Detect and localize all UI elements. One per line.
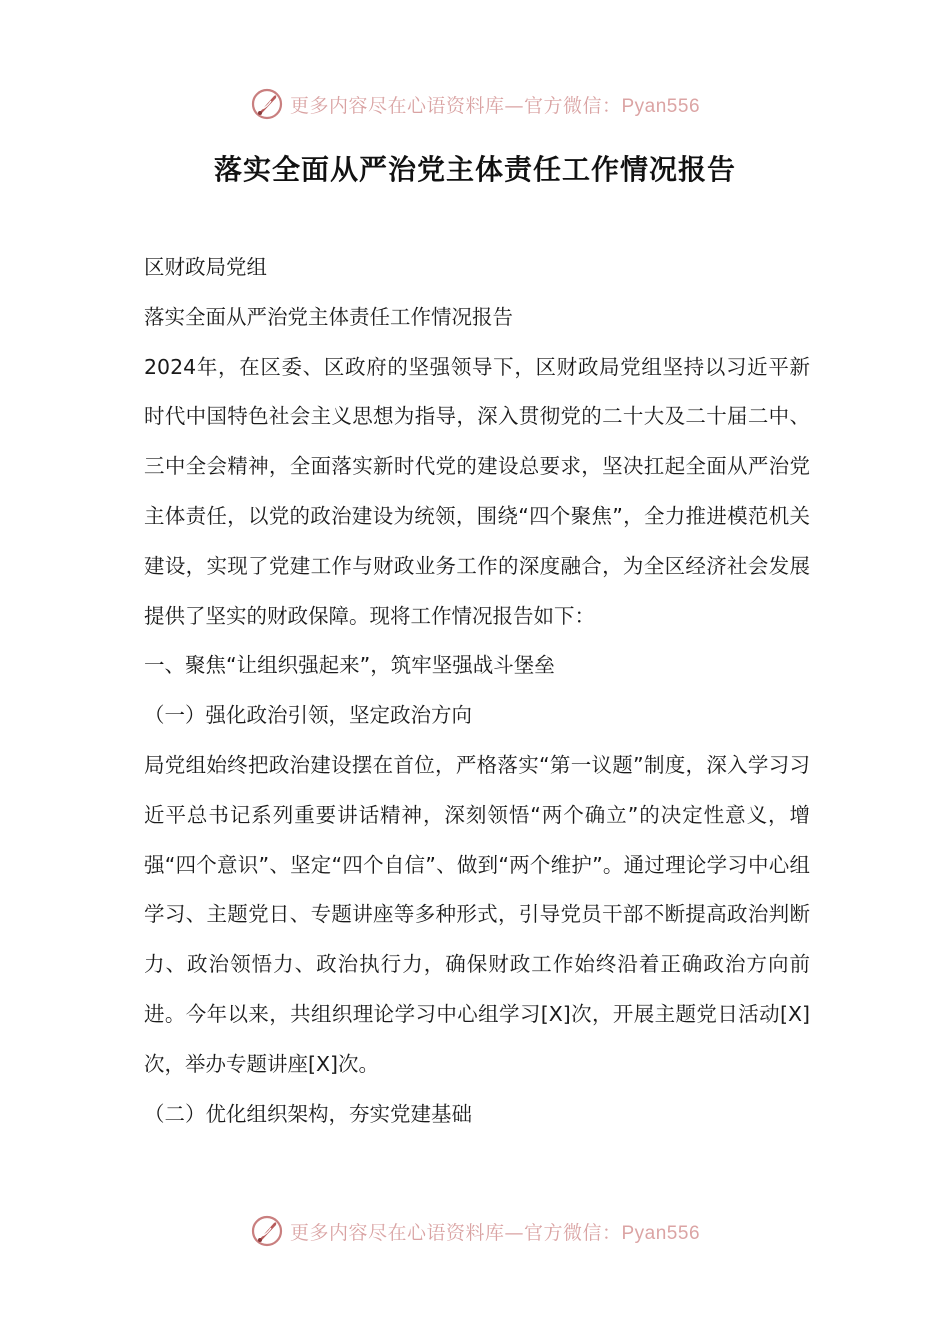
intro-paragraph: 2024年，在区委、区政府的坚强领导下，区财政局党组坚持以习近平新时代中国特色社会主义思想为指导，深入贯彻党的二十大及二十届二中、三中全会精神，全面落实新时代党的建设总要求，坚决扛起全面从严治党主体责任，以党的政治建设为统领，围绕“四个聚焦”，全力推进模范机关建设，实现了党建工作与财政业务工作的深度融合，为全区经济社会发展提供了坚实的财政保障。现将工作情况报告如下： — [144, 354, 810, 628]
quill-logo-icon — [250, 1214, 284, 1248]
section-heading-1: 一、聚焦“让组织强起来”，筑牢坚强战斗堡垒 — [144, 653, 555, 678]
watermark-text: 更多内容尽在心语资料库—官方微信：Pyan556 — [289, 94, 701, 117]
watermark-footer — [0, 1211, 950, 1251]
watermark-wechat-id: Pyan556 — [621, 95, 701, 117]
subsection-heading-2: （二）优化组织架构，夯实党建基础 — [144, 1101, 472, 1126]
quill-logo-icon — [250, 87, 284, 121]
document-body — [144, 243, 810, 1139]
document-title: 落实全面从严治党主体责任工作情况报告 — [213, 153, 736, 186]
report-subtitle: 落实全面从严治党主体责任工作情况报告 — [144, 304, 513, 329]
watermark-text: 更多内容尽在心语资料库—官方微信：Pyan556 — [289, 1221, 701, 1244]
watermark-header — [0, 84, 950, 124]
watermark-wechat-id: Pyan556 — [621, 1222, 701, 1244]
org-name: 区财政局党组 — [144, 255, 267, 279]
subsection-heading-1: （一）强化政治引领，坚定政治方向 — [144, 703, 472, 728]
body-paragraph-1: 局党组始终把政治建设摆在首位，严格落实“第一议题”制度，深入学习习近平总书记系列重要讲话精神，深刻领悟“两个确立”的决定性意义，增强“四个意识”、坚定“四个自信”、做到“两个维护”。通过理论学习中心组学习、主题党日、专题讲座等多种形式，引导党员干部不断提高政治判断力、政治领悟力、政治执行力，确保财政工作始终沿着正确政治方向前进。今年以来，共组织理论学习中心组学习[X]次，开展主题党日活动[X]次，举办专题讲座[X]次。 — [144, 752, 810, 1076]
